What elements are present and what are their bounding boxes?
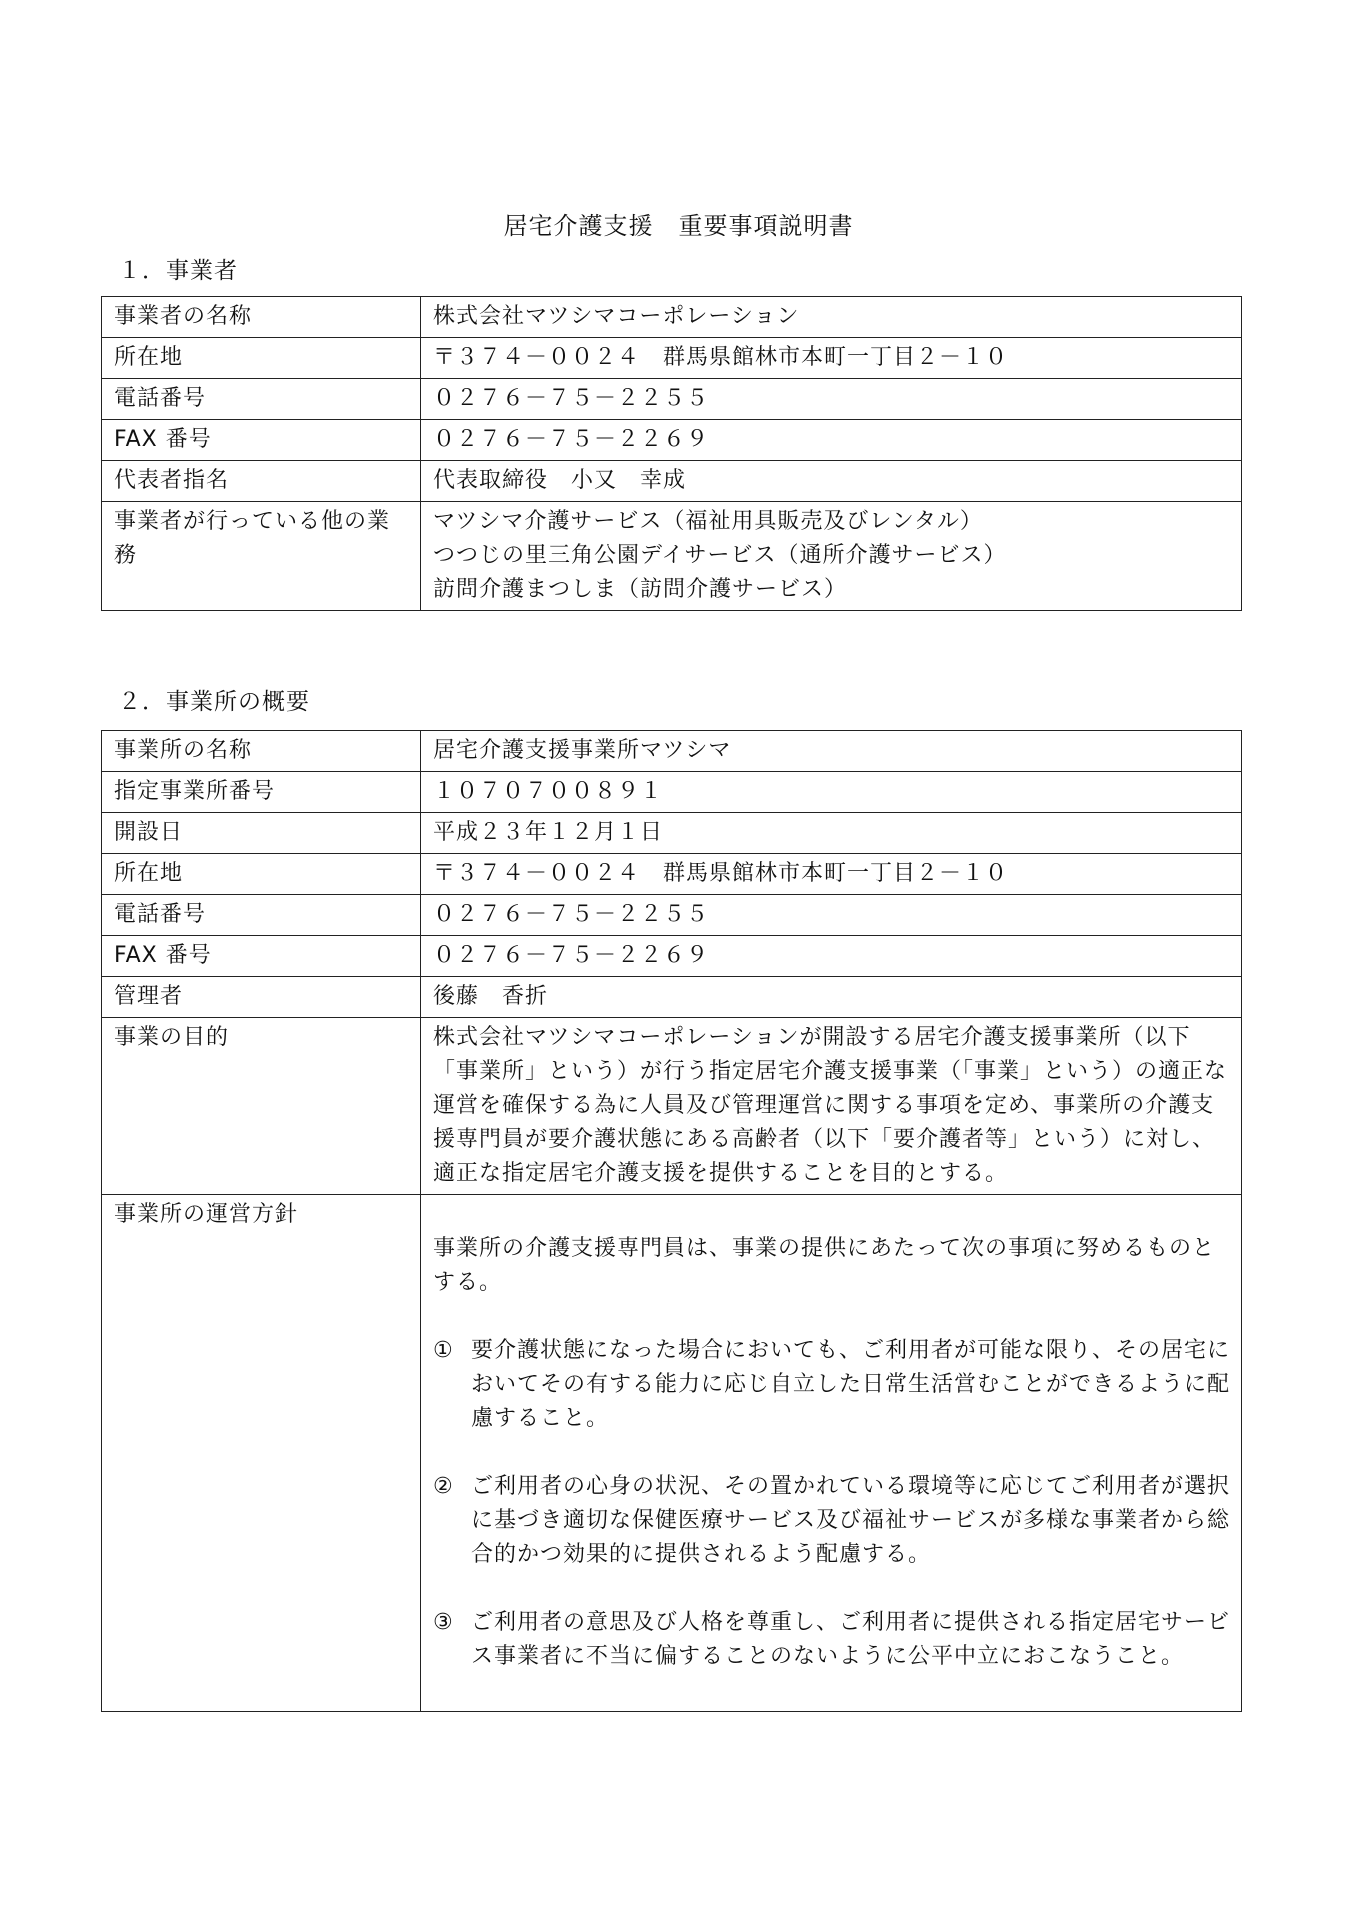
table-row: [102, 772, 1242, 813]
table-row: [102, 936, 1242, 977]
row-label: 管理者: [102, 977, 421, 1018]
row-value: ０２７６－７５－２２５５: [421, 379, 1242, 420]
policy-item-number: ①: [433, 1338, 454, 1363]
section-1-heading: １．事業者: [118, 258, 238, 284]
table-row: [102, 461, 1242, 502]
table-row: [102, 297, 1242, 338]
table-row: [102, 502, 1242, 611]
policy-item-text: ご利用者の意思及び人格を尊重し、ご利用者に提供される指定居宅サービス事業者に不当に偏することのないように公平中立におこなうこと。: [471, 1610, 1231, 1669]
row-value: １０７０７００８９１: [421, 772, 1242, 813]
document-title: 居宅介護支援 重要事項説明書: [503, 212, 854, 240]
section-2-heading: ２．事業所の概要: [118, 689, 310, 715]
table-row: [102, 813, 1242, 854]
table-row: [102, 977, 1242, 1018]
row-label: 指定事業所番号: [102, 772, 421, 813]
table-row: [102, 338, 1242, 379]
policy-item-text: ご利用者の心身の状況、その置かれている環境等に応じてご利用者が選択に基づき適切な保健医療サービス及び福祉サービスが多様な事業者から総合的かつ効果的に提供されるよう配慮する。: [471, 1474, 1231, 1567]
table-row: [102, 420, 1242, 461]
row-value: 平成２３年１２月１日: [421, 813, 1242, 854]
table-row: [102, 379, 1242, 420]
row-label: 所在地: [102, 338, 421, 379]
row-value: 株式会社マツシマコーポレーションが開設する居宅介護支援事業所（以下「事業所」という）が行う指定居宅介護支援事業（「事業」という）の適正な運営を確保する為に人員及び管理運営に関する事項を定め、事業所の介護支援専門員が要介護状態にある高齢者（以下「要介護者等」という）に対し、適正な指定居宅介護支援を提供することを目的とする。: [421, 1018, 1242, 1195]
operator-info-table: [101, 296, 1242, 611]
row-value: 代表取締役 小又 幸成: [421, 461, 1242, 502]
row-label: 事業者の名称: [102, 297, 421, 338]
row-value: 〒３７４－００２４ 群馬県館林市本町一丁目２－１０: [421, 854, 1242, 895]
row-label: 代表者指名: [102, 461, 421, 502]
row-value: マツシマ介護サービス（福祉用具販売及びレンタル） つつじの里三角公園デイサービス（通所介護サービス） 訪問介護まつしま（訪問介護サービス）: [421, 502, 1242, 611]
row-label: 開設日: [102, 813, 421, 854]
row-label: FAX 番号: [102, 936, 421, 977]
policy-item-text: 要介護状態になった場合においても、ご利用者が可能な限り、その居宅においてその有する能力に応じ自立した日常生活営むことができるように配慮すること。: [471, 1338, 1231, 1431]
row-value: 居宅介護支援事業所マツシマ: [421, 731, 1242, 772]
row-value: ０２７６－７５－２２５５: [421, 895, 1242, 936]
row-label: 事業所の名称: [102, 731, 421, 772]
policy-intro: 事業所の介護支援専門員は、事業の提供にあたって次の事項に努めるものとする。: [433, 1236, 1216, 1295]
policy-item-number: ②: [433, 1474, 454, 1499]
row-label: 所在地: [102, 854, 421, 895]
row-value: 株式会社マツシマコーポレーション: [421, 297, 1242, 338]
policy-item: [433, 1470, 1231, 1572]
office-overview-table: [101, 730, 1242, 1712]
policy-item: [433, 1606, 1231, 1674]
table-row: [102, 1018, 1242, 1195]
row-value: 後藤 香折: [421, 977, 1242, 1018]
row-value: 〒３７４－００２４ 群馬県館林市本町一丁目２－１０: [421, 338, 1242, 379]
table-row: [102, 1195, 1242, 1712]
policy-cell: [421, 1195, 1242, 1712]
row-label: 事業者が行っている他の業務: [102, 502, 421, 611]
row-label: 電話番号: [102, 379, 421, 420]
table-row: [102, 731, 1242, 772]
row-value: ０２７６－７５－２２６９: [421, 936, 1242, 977]
policy-item: [433, 1334, 1231, 1436]
row-label: 事業所の運営方針: [102, 1195, 421, 1712]
row-label: 電話番号: [102, 895, 421, 936]
row-value: ０２７６－７５－２２６９: [421, 420, 1242, 461]
row-label: FAX 番号: [102, 420, 421, 461]
table-row: [102, 854, 1242, 895]
policy-item-number: ③: [433, 1610, 454, 1635]
row-label: 事業の目的: [102, 1018, 421, 1195]
table-row: [102, 895, 1242, 936]
